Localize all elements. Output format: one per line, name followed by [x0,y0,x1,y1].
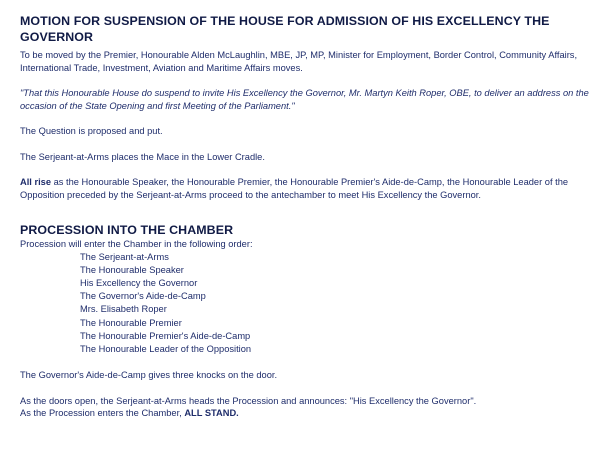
motion-intro: To be moved by the Premier, Honourable Alden McLaughlin, MBE, JP, MP, Minister for Employment, Border Control, Community Affairs, International Trade, Investment, Aviation and Maritime Affairs moves. [20,50,578,73]
procession-section [20,222,592,420]
procession-heading: PROCESSION INTO THE CHAMBER [20,223,234,237]
procession-order-item: The Honourable Leader of the Opposition [80,343,252,354]
enters-prefix: As the Procession enters the Chamber, [20,408,185,419]
all-rise-rest: as the Honourable Speaker, the Honourable Premier, the Honourable Premier's Aide-de-Camp, the Honourable Leader of the Opposition preceded by the Serjeant-at-Arms proceed to the antechamber to meet His Excellency the Governor. [20,177,569,200]
all-rise-emphasis: All rise [20,177,52,187]
all-rise-paragraph [20,176,592,201]
knocks-text: The Governor's Aide-de-Camp gives three knocks on the door. [20,370,278,381]
mace-text: The Serjeant-at-Arms places the Mace in the Lower Cradle. [20,151,265,162]
procession-order-item: The Honourable Premier [80,317,182,328]
procession-order-item: The Serjeant-at-Arms [80,251,169,262]
order-of-proceedings-document [20,13,592,420]
motion-heading: MOTION FOR SUSPENSION OF THE HOUSE FOR ADMISSION OF HIS EXCELLENCY THE GOVERNOR [20,14,550,44]
question-text: The Question is proposed and put. [20,126,163,136]
procession-intro: Procession will enter the Chamber in the following order: [20,239,253,249]
all-stand-paragraph [20,407,592,420]
procession-order-item: His Excellency the Governor [80,277,198,288]
procession-order-list [20,251,592,357]
motion-quote: "That this Honourable House do suspend to invite His Excellency the Governor, Mr. Martyn Keith Roper, OBE, to deliver an address on the occasion of the State Opening and first Meeting of the Parliament." [20,88,589,111]
procession-order-item: Mrs. Elisabeth Roper [80,304,167,315]
procession-order-item: The Governor's Aide-de-Camp [80,291,206,302]
procession-order-item: The Honourable Speaker [80,264,184,275]
all-stand-emphasis: ALL STAND. [184,408,239,419]
procession-order-item: The Honourable Premier's Aide-de-Camp [80,330,251,341]
doors-open-text: As the doors open, the Serjeant-at-Arms heads the Procession and announces: "His Excellency the Governor". [20,395,477,406]
